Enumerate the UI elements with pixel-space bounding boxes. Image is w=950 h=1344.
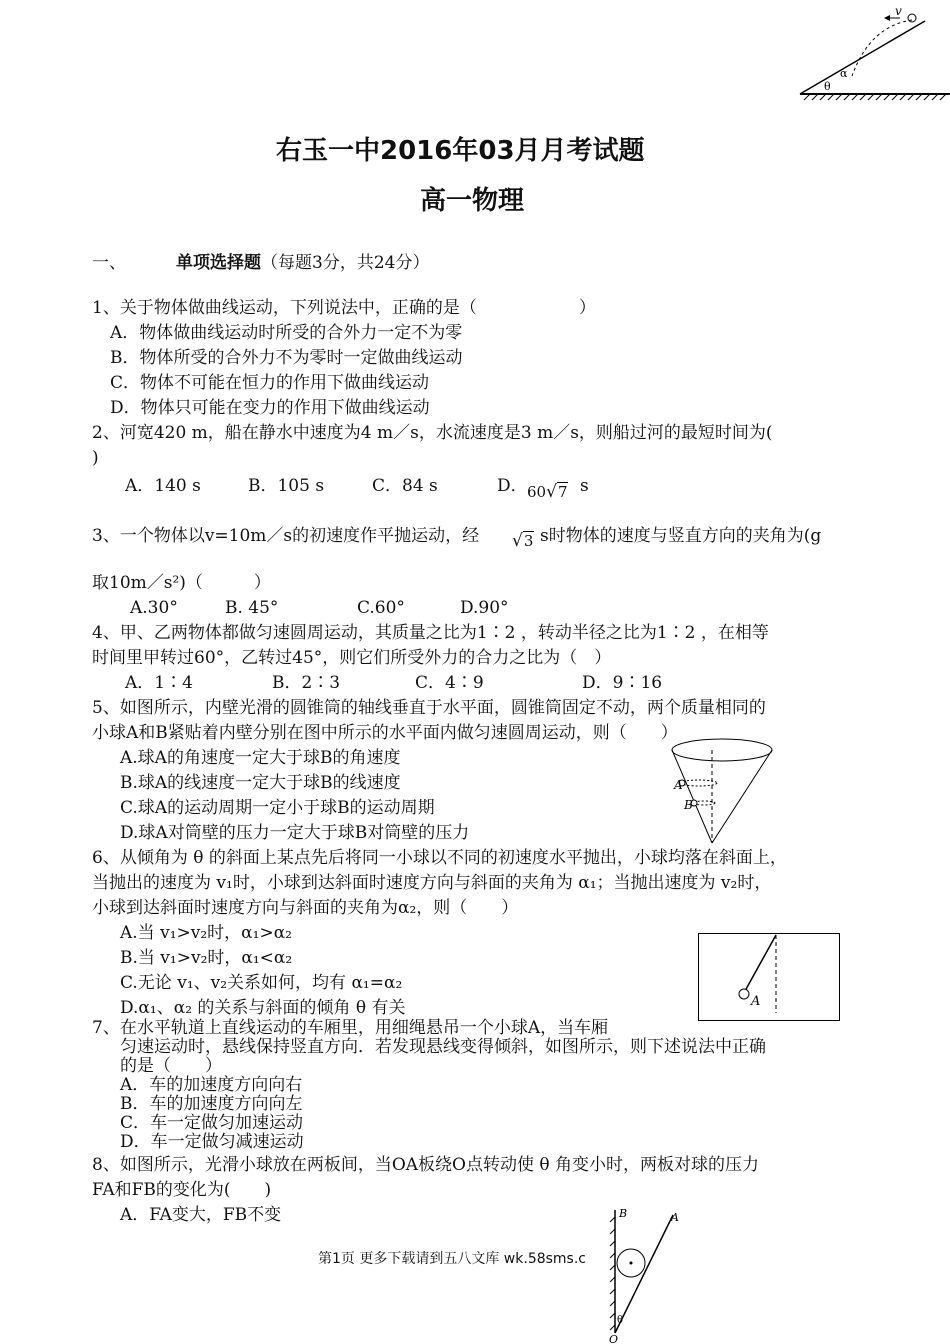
q4-option-a: A．1∶4 [125,673,193,693]
q6-line2: 当抛出的速度为 v₁时，小球到达斜面时速度方向与斜面的夹角为 α₁；当抛出速度为 v₂时， [92,873,772,893]
q4-option-d: D．9∶16 [582,673,663,693]
q6-option-b: B.当 v₁>v₂时，α₁<α₂ [120,948,293,968]
section-note: （每题3分，共24分） [261,253,430,273]
plates-label-theta: θ [617,1315,624,1326]
q3-rad: 3 [523,532,534,550]
q3-option-b: B. 45° [225,598,279,618]
q3-stem-b: s时物体的速度与竖直方向的夹角为(g [540,526,822,546]
q3-option-c: C.60° [357,598,405,618]
q3-radical: √3 [512,531,534,551]
cone-label-b: B [684,798,693,812]
q6-option-c: C.无论 v₁、v₂关系如何，均有 α₁=α₂ [120,973,403,993]
q4-option-b: B．2∶3 [272,673,341,693]
q4-option-c: C．4∶9 [415,673,484,693]
q5-line2: 小球A和B紧贴着内壁分别在图中所示的水平面内做匀速圆周运动，则（ ） [92,723,678,743]
plates-label-o: O [609,1333,619,1344]
q2-d-unit: s [580,476,589,496]
plates-label-a: A [671,1211,679,1224]
cone-label-a: A [674,778,683,792]
q2-d-coef: 60 [527,483,547,501]
page-subtitle: 高一物理 [420,186,525,216]
q3-stem-a: 3、一个物体以v=10m／s的初速度作平抛运动，经 [92,526,480,546]
q7-line1: 7、在水平轨道上直线运动的车厢里，用细绳悬吊一个小球A，当车厢 [92,1018,609,1038]
q6-option-d: D.α₁、α₂ 的关系与斜面的倾角 θ 有关 [120,998,406,1018]
topfig-v-label: v [895,4,902,18]
q4-line1: 4、甲、乙两物体都做匀速圆周运动，其质量之比为1∶2 ，转动半径之比为1∶2 ，在相等 [92,623,769,643]
q6-option-a: A.当 v₁>v₂时，α₁>α₂ [120,923,293,943]
q1-option-b: B．物体所受的合外力不为零时一定做曲线运动 [110,348,463,368]
q1-option-a: A．物体做曲线运动时所受的合外力一定不为零 [110,323,463,343]
q2-stem: 2、河宽420 m，船在静水中速度为4 m／s，水流速度是3 m／s，则船过河的最短时间为( [92,423,773,443]
q3-line2: 取10m／s²)（ ） [92,573,271,593]
page-title: 右玉一中2016年03月月考试题 [276,136,645,166]
q5-option-d: D.球A对筒壁的压力一定大于球B对筒壁的压力 [120,823,470,843]
q2-option-c: C．84 s [372,476,438,496]
q5-line1: 5、如图所示，内壁光滑的圆锥筒的轴线垂直于水平面，圆锥筒固定不动，两个质量相同的 [92,698,766,718]
q2-option-d: D． [497,476,528,496]
q7-line3: 的是（ ） [120,1056,222,1076]
topfig-theta-label: θ [824,80,831,93]
q1-option-c: C．物体不可能在恒力的作用下做曲线运动 [110,373,430,393]
section-num: 一、 [92,253,126,273]
q7-option-c: C．车一定做匀加速运动 [120,1113,304,1133]
q1-stem: 1、关于物体做曲线运动，下列说法中，正确的是（ ） [92,298,596,318]
q7-option-a: A．车的加速度方向向右 [120,1075,303,1095]
section-heading [92,248,429,273]
q2-d-rad: 7 [557,483,568,501]
q7-line2: 匀速运动时，悬线保持竖直方向．若发现悬线变得倾斜，如图所示，则下述说法中正确 [120,1037,766,1057]
q2-option-a: A．140 s [125,476,201,496]
q8-option-a: A．FA变大，FB不变 [120,1205,282,1225]
q3-option-d: D.90° [460,598,509,618]
q3-option-a: A.30° [130,598,178,618]
two-plates-figure [605,1205,685,1344]
topfig-alpha-label: α [840,67,848,80]
pendulum-label-a: A [751,994,761,1009]
q1-option-d: D．物体只可能在变力的作用下做曲线运动 [110,398,430,418]
q7-option-d: D．车一定做匀减速运动 [120,1132,304,1152]
carriage-pendulum-figure [698,933,840,1023]
incline-projectile-figure [800,6,950,101]
q6-line3: 小球到达斜面时速度方向与斜面的夹角为α₂，则（ ） [92,898,519,918]
page-footer: 第1页 更多下载请到五八文库 wk.58sms.c [318,1251,587,1267]
plates-label-b: B [619,1207,628,1220]
q2-option-b: B．105 s [248,476,325,496]
q5-option-c: C.球A的运动周期一定小于球B的运动周期 [120,798,435,818]
q5-option-b: B.球A的线速度一定大于球B的线速度 [120,773,401,793]
q2-stem-end: ) [92,448,99,468]
q8-line2: FA和FB的变化为( ) [92,1180,272,1200]
section-name: 单项选择题 [176,253,261,273]
q6-line1: 6、从倾角为 θ 的斜面上某点先后将同一小球以不同的初速度水平抛出，小球均落在斜面上， [92,848,787,868]
cone-figure [672,735,782,845]
q5-option-a: A.球A的角速度一定大于球B的角速度 [120,748,401,768]
q2-option-d-expr: 60√7 [527,482,568,502]
q8-line1: 8、如图所示，光滑小球放在两板间，当OA板绕O点转动使 θ 角变小时，两板对球的压力 [92,1155,760,1175]
q4-line2: 时间里甲转过60°，乙转过45°，则它们所受外力的合力之比为（ ） [92,648,612,668]
q7-option-b: B．车的加速度方向向左 [120,1094,303,1114]
